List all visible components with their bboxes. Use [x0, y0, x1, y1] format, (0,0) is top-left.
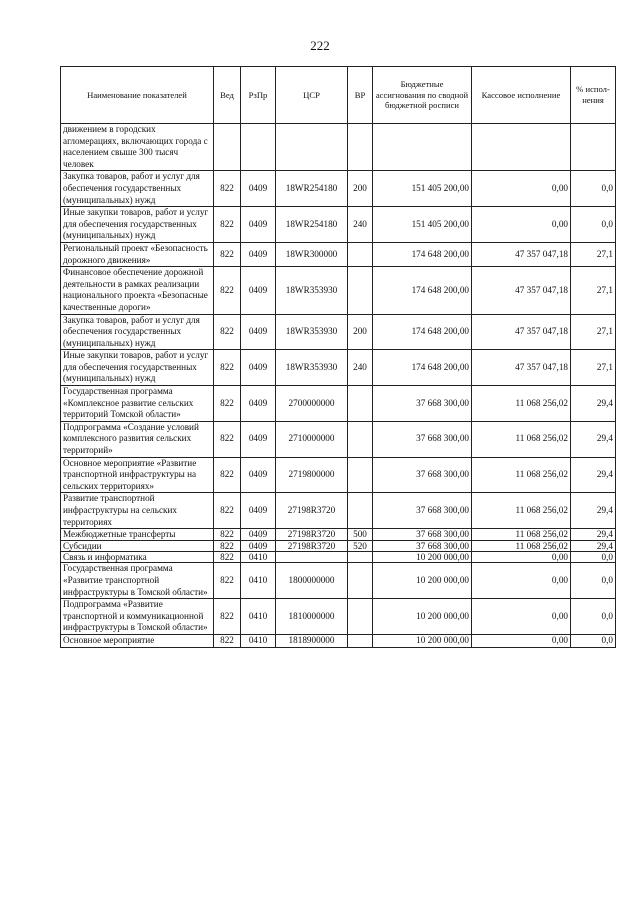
- cell-cash: 11 068 256,02: [472, 421, 571, 457]
- page-number: 222: [310, 38, 330, 53]
- cell-name: Субсидии: [61, 540, 214, 551]
- cell-pct: 27,1: [571, 267, 616, 314]
- cell-vr: [348, 493, 373, 529]
- cell-cash: 47 357 047,18: [472, 350, 571, 386]
- cell-pct: 0,0: [571, 552, 616, 563]
- cell-name: Государственная программа «Комплексное развитие сельских территорий Томской области»: [61, 386, 214, 422]
- cell-budget: 37 668 300,00: [373, 540, 472, 551]
- cell-pct: 27,1: [571, 350, 616, 386]
- cell-name: Основное мероприятие: [61, 634, 214, 647]
- table-row: [61, 563, 616, 599]
- cell-budget: 174 648 200,00: [373, 267, 472, 314]
- cell-csr: 27198R3720: [276, 529, 348, 540]
- cell-rzpr: 0409: [241, 242, 276, 266]
- table-row: [61, 350, 616, 386]
- cell-budget: 10 200 000,00: [373, 552, 472, 563]
- cell-name: Развитие транспортной инфраструктуры на сельских территориях: [61, 493, 214, 529]
- cell-cash: 0,00: [472, 563, 571, 599]
- cell-ved: 822: [214, 242, 241, 266]
- cell-ved: 822: [214, 171, 241, 207]
- cell-budget: 174 648 200,00: [373, 350, 472, 386]
- table-row: [61, 540, 616, 551]
- cell-csr: 2719800000: [276, 457, 348, 493]
- header-rzpr: РзПр: [241, 67, 276, 124]
- cell-vr: [348, 552, 373, 563]
- cell-rzpr: 0410: [241, 563, 276, 599]
- cell-csr: 1810000000: [276, 599, 348, 635]
- cell-pct: 27,1: [571, 314, 616, 350]
- cell-ved: 822: [214, 314, 241, 350]
- cell-vr: [348, 457, 373, 493]
- table-row: [61, 242, 616, 266]
- cell-cash: 11 068 256,02: [472, 529, 571, 540]
- cell-rzpr: 0409: [241, 314, 276, 350]
- cell-budget: [373, 124, 472, 171]
- table-row: [61, 493, 616, 529]
- cell-cash: 11 068 256,02: [472, 540, 571, 551]
- cell-vr: [348, 634, 373, 647]
- cell-ved: 822: [214, 207, 241, 243]
- cell-csr: 2710000000: [276, 421, 348, 457]
- cell-pct: 0,0: [571, 634, 616, 647]
- cell-rzpr: 0409: [241, 171, 276, 207]
- header-csr: ЦСР: [276, 67, 348, 124]
- cell-rzpr: 0410: [241, 599, 276, 635]
- cell-vr: [348, 421, 373, 457]
- cell-ved: 822: [214, 529, 241, 540]
- cell-cash: 11 068 256,02: [472, 493, 571, 529]
- cell-ved: [214, 124, 241, 171]
- cell-name: Основное мероприятие «Развитие транспортной инфраструктуры на сельских территориях»: [61, 457, 214, 493]
- cell-vr: [348, 599, 373, 635]
- cell-ved: 822: [214, 267, 241, 314]
- header-ved: Вед: [214, 67, 241, 124]
- cell-ved: 822: [214, 634, 241, 647]
- cell-name: движением в городских агломерациях, включающих города с населением свыше 300 тысяч человек: [61, 124, 214, 171]
- cell-budget: 174 648 200,00: [373, 314, 472, 350]
- cell-pct: 29,4: [571, 540, 616, 551]
- cell-name: Подпрограмма «Создание условий комплексного развития сельских территорий»: [61, 421, 214, 457]
- table-row: [61, 634, 616, 647]
- cell-vr: 500: [348, 529, 373, 540]
- cell-name: Подпрограмма «Развитие транспортной и коммуникационной инфраструктуры в Томской области»: [61, 599, 214, 635]
- cell-vr: [348, 124, 373, 171]
- cell-cash: 0,00: [472, 171, 571, 207]
- cell-vr: 200: [348, 314, 373, 350]
- table-row: [61, 124, 616, 171]
- cell-ved: 822: [214, 493, 241, 529]
- cell-pct: 29,4: [571, 493, 616, 529]
- cell-budget: 151 405 200,00: [373, 207, 472, 243]
- cell-vr: 240: [348, 207, 373, 243]
- cell-budget: 37 668 300,00: [373, 457, 472, 493]
- cell-ved: 822: [214, 350, 241, 386]
- cell-csr: 2700000000: [276, 386, 348, 422]
- cell-budget: 37 668 300,00: [373, 493, 472, 529]
- cell-vr: [348, 386, 373, 422]
- cell-csr: 18WR254180: [276, 171, 348, 207]
- cell-budget: 37 668 300,00: [373, 421, 472, 457]
- cell-rzpr: 0409: [241, 457, 276, 493]
- cell-name: Государственная программа «Развитие транспортной инфраструктуры в Томской области»: [61, 563, 214, 599]
- cell-ved: 822: [214, 421, 241, 457]
- cell-ved: 822: [214, 552, 241, 563]
- cell-name: Связь и информатика: [61, 552, 214, 563]
- cell-rzpr: 0409: [241, 540, 276, 551]
- cell-ved: 822: [214, 599, 241, 635]
- cell-budget: 37 668 300,00: [373, 386, 472, 422]
- table-row: [61, 457, 616, 493]
- cell-cash: 47 357 047,18: [472, 267, 571, 314]
- budget-execution-table: [60, 66, 616, 648]
- cell-csr: 18WR254180: [276, 207, 348, 243]
- cell-rzpr: 0410: [241, 634, 276, 647]
- cell-rzpr: 0409: [241, 529, 276, 540]
- cell-rzpr: 0409: [241, 267, 276, 314]
- cell-ved: 822: [214, 386, 241, 422]
- cell-pct: 29,4: [571, 421, 616, 457]
- table-row: [61, 386, 616, 422]
- cell-vr: 200: [348, 171, 373, 207]
- cell-budget: 37 668 300,00: [373, 529, 472, 540]
- cell-rzpr: 0409: [241, 493, 276, 529]
- cell-csr: [276, 124, 348, 171]
- cell-cash: [472, 124, 571, 171]
- cell-rzpr: 0410: [241, 552, 276, 563]
- cell-csr: 18WR353930: [276, 314, 348, 350]
- cell-rzpr: 0409: [241, 207, 276, 243]
- cell-budget: 174 648 200,00: [373, 242, 472, 266]
- table-row: [61, 421, 616, 457]
- cell-vr: [348, 563, 373, 599]
- cell-csr: 18WR300000: [276, 242, 348, 266]
- cell-rzpr: 0409: [241, 350, 276, 386]
- cell-budget: 10 200 000,00: [373, 563, 472, 599]
- cell-csr: 1800000000: [276, 563, 348, 599]
- cell-name: Региональный проект «Безопасность дорожного движения»: [61, 242, 214, 266]
- cell-csr: 18WR353930: [276, 350, 348, 386]
- cell-pct: 29,4: [571, 386, 616, 422]
- cell-name: Иные закупки товаров, работ и услуг для обеспечения государственных (муниципальных) нужд: [61, 207, 214, 243]
- cell-rzpr: [241, 124, 276, 171]
- table-body: [61, 124, 616, 648]
- cell-pct: 29,4: [571, 529, 616, 540]
- cell-pct: 29,4: [571, 457, 616, 493]
- cell-name: Межбюджетные трансферты: [61, 529, 214, 540]
- table-row: [61, 529, 616, 540]
- table-row: [61, 314, 616, 350]
- table-row: [61, 267, 616, 314]
- cell-ved: 822: [214, 540, 241, 551]
- cell-cash: 47 357 047,18: [472, 242, 571, 266]
- cell-name: Закупка товаров, работ и услуг для обеспечения государственных (муниципальных) нужд: [61, 314, 214, 350]
- cell-pct: 0,0: [571, 563, 616, 599]
- cell-budget: 151 405 200,00: [373, 171, 472, 207]
- cell-ved: 822: [214, 457, 241, 493]
- cell-csr: 18WR353930: [276, 267, 348, 314]
- cell-cash: 47 357 047,18: [472, 314, 571, 350]
- cell-name: Финансовое обеспечение дорожной деятельности в рамках реализации национального проекта «Безопасные качественные дороги»: [61, 267, 214, 314]
- cell-pct: [571, 124, 616, 171]
- header-budget: Бюджетные ассигнования по сводной бюджетной росписи: [373, 67, 472, 124]
- cell-cash: 0,00: [472, 599, 571, 635]
- cell-vr: [348, 267, 373, 314]
- cell-rzpr: 0409: [241, 386, 276, 422]
- cell-pct: 27,1: [571, 242, 616, 266]
- cell-ved: 822: [214, 563, 241, 599]
- header-vr: ВР: [348, 67, 373, 124]
- cell-pct: 0,0: [571, 207, 616, 243]
- cell-cash: 0,00: [472, 634, 571, 647]
- cell-cash: 0,00: [472, 552, 571, 563]
- table-row: [61, 207, 616, 243]
- cell-budget: 10 200 000,00: [373, 634, 472, 647]
- header-name: Наименование показателей: [61, 67, 214, 124]
- cell-cash: 11 068 256,02: [472, 386, 571, 422]
- table-row: [61, 599, 616, 635]
- cell-vr: 240: [348, 350, 373, 386]
- cell-csr: 1818900000: [276, 634, 348, 647]
- cell-cash: 0,00: [472, 207, 571, 243]
- cell-csr: [276, 552, 348, 563]
- cell-budget: 10 200 000,00: [373, 599, 472, 635]
- header-cash: Кассовое исполнение: [472, 67, 571, 124]
- cell-csr: 27198R3720: [276, 540, 348, 551]
- table-row: [61, 171, 616, 207]
- header-pct: % испол-нения: [571, 67, 616, 124]
- cell-csr: 27198R3720: [276, 493, 348, 529]
- cell-name: Иные закупки товаров, работ и услуг для обеспечения государственных (муниципальных) нужд: [61, 350, 214, 386]
- cell-rzpr: 0409: [241, 421, 276, 457]
- cell-vr: 520: [348, 540, 373, 551]
- cell-vr: [348, 242, 373, 266]
- table-row: [61, 552, 616, 563]
- table-header-row: [61, 67, 616, 124]
- cell-pct: 0,0: [571, 171, 616, 207]
- cell-cash: 11 068 256,02: [472, 457, 571, 493]
- cell-name: Закупка товаров, работ и услуг для обеспечения государственных (муниципальных) нужд: [61, 171, 214, 207]
- cell-pct: 0,0: [571, 599, 616, 635]
